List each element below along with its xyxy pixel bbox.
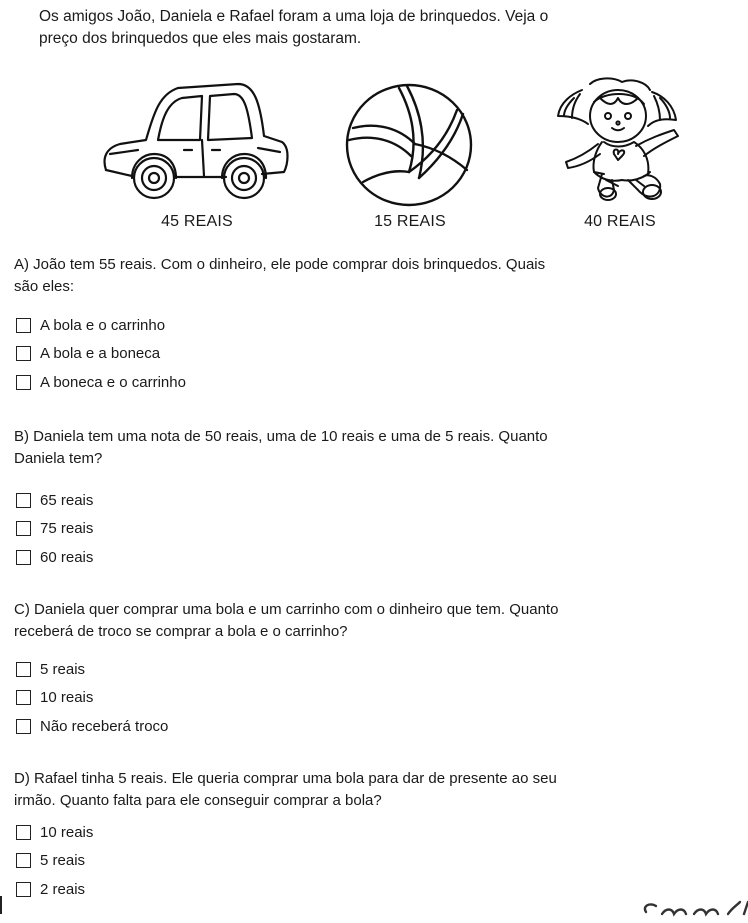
option-a-3[interactable]	[16, 368, 186, 397]
option-label: A bola e a boneca	[40, 345, 161, 363]
checkbox[interactable]	[16, 853, 31, 868]
checkbox[interactable]	[16, 375, 31, 390]
checkbox[interactable]	[16, 662, 31, 677]
question-a-options	[16, 311, 186, 397]
option-label: 75 reais	[40, 520, 94, 538]
option-label: A bola e o carrinho	[40, 316, 166, 334]
option-d-1[interactable]	[16, 818, 93, 847]
checkbox[interactable]	[16, 825, 31, 840]
option-a-2[interactable]	[16, 340, 186, 369]
car-icon	[98, 78, 292, 200]
checkbox[interactable]	[16, 493, 31, 508]
option-c-2[interactable]	[16, 684, 168, 713]
question-b-options	[16, 486, 93, 572]
option-label: 65 reais	[40, 491, 94, 509]
option-label: A boneca e o carrinho	[40, 373, 186, 391]
option-c-1[interactable]	[16, 655, 168, 684]
doll-icon	[552, 76, 686, 208]
option-label: 10 reais	[40, 823, 94, 841]
question-d-line-2: irmão. Quanto falta para ele conseguir comprar a bola?	[14, 792, 382, 809]
option-c-3[interactable]	[16, 712, 168, 741]
question-a-line-2: são eles:	[14, 278, 75, 295]
ball-price: 15 REAIS	[374, 213, 446, 230]
question-c	[14, 599, 744, 643]
option-b-2[interactable]	[16, 515, 93, 544]
option-label: Não receberá troco	[40, 717, 169, 735]
option-a-1[interactable]	[16, 311, 186, 340]
question-c-options	[16, 655, 168, 741]
intro-text	[39, 6, 719, 50]
option-b-1[interactable]	[16, 486, 93, 515]
decorative-script-mark	[632, 898, 748, 923]
checkbox[interactable]	[16, 719, 31, 734]
car-price: 45 REAIS	[161, 213, 233, 230]
left-edge-mark	[0, 896, 2, 914]
checkbox[interactable]	[16, 318, 31, 333]
question-b	[14, 426, 744, 470]
intro-line-1: Os amigos João, Daniela e Rafael foram a uma loja de brinquedos. Veja o	[39, 8, 549, 25]
option-label: 5 reais	[40, 660, 86, 678]
option-d-3[interactable]	[16, 875, 93, 904]
checkbox[interactable]	[16, 690, 31, 705]
question-d	[14, 768, 744, 812]
option-d-2[interactable]	[16, 847, 93, 876]
option-label: 2 reais	[40, 880, 86, 898]
doll-price: 40 REAIS	[584, 213, 656, 230]
option-label: 5 reais	[40, 852, 86, 870]
checkbox[interactable]	[16, 550, 31, 565]
intro-line-2: preço dos brinquedos que eles mais gostaram.	[39, 30, 362, 47]
checkbox[interactable]	[16, 882, 31, 897]
option-label: 10 reais	[40, 689, 94, 707]
question-a	[14, 254, 744, 298]
checkbox[interactable]	[16, 521, 31, 536]
option-b-3[interactable]	[16, 543, 93, 572]
question-b-line-2: Daniela tem?	[14, 450, 103, 467]
ball-icon	[343, 82, 475, 208]
checkbox[interactable]	[16, 346, 31, 361]
option-label: 60 reais	[40, 548, 94, 566]
question-c-line-1: C) Daniela quer comprar uma bola e um carrinho com o dinheiro que tem. Quanto	[14, 601, 559, 618]
question-d-line-1: D) Rafael tinha 5 reais. Ele queria comprar uma bola para dar de presente ao seu	[14, 770, 557, 787]
question-c-line-2: receberá de troco se comprar a bola e o carrinho?	[14, 623, 348, 640]
question-a-line-1: A) João tem 55 reais. Com o dinheiro, ele pode comprar dois brinquedos. Quais	[14, 256, 546, 273]
question-d-options	[16, 818, 93, 904]
question-b-line-1: B) Daniela tem uma nota de 50 reais, uma de 10 reais e uma de 5 reais. Quanto	[14, 428, 548, 445]
